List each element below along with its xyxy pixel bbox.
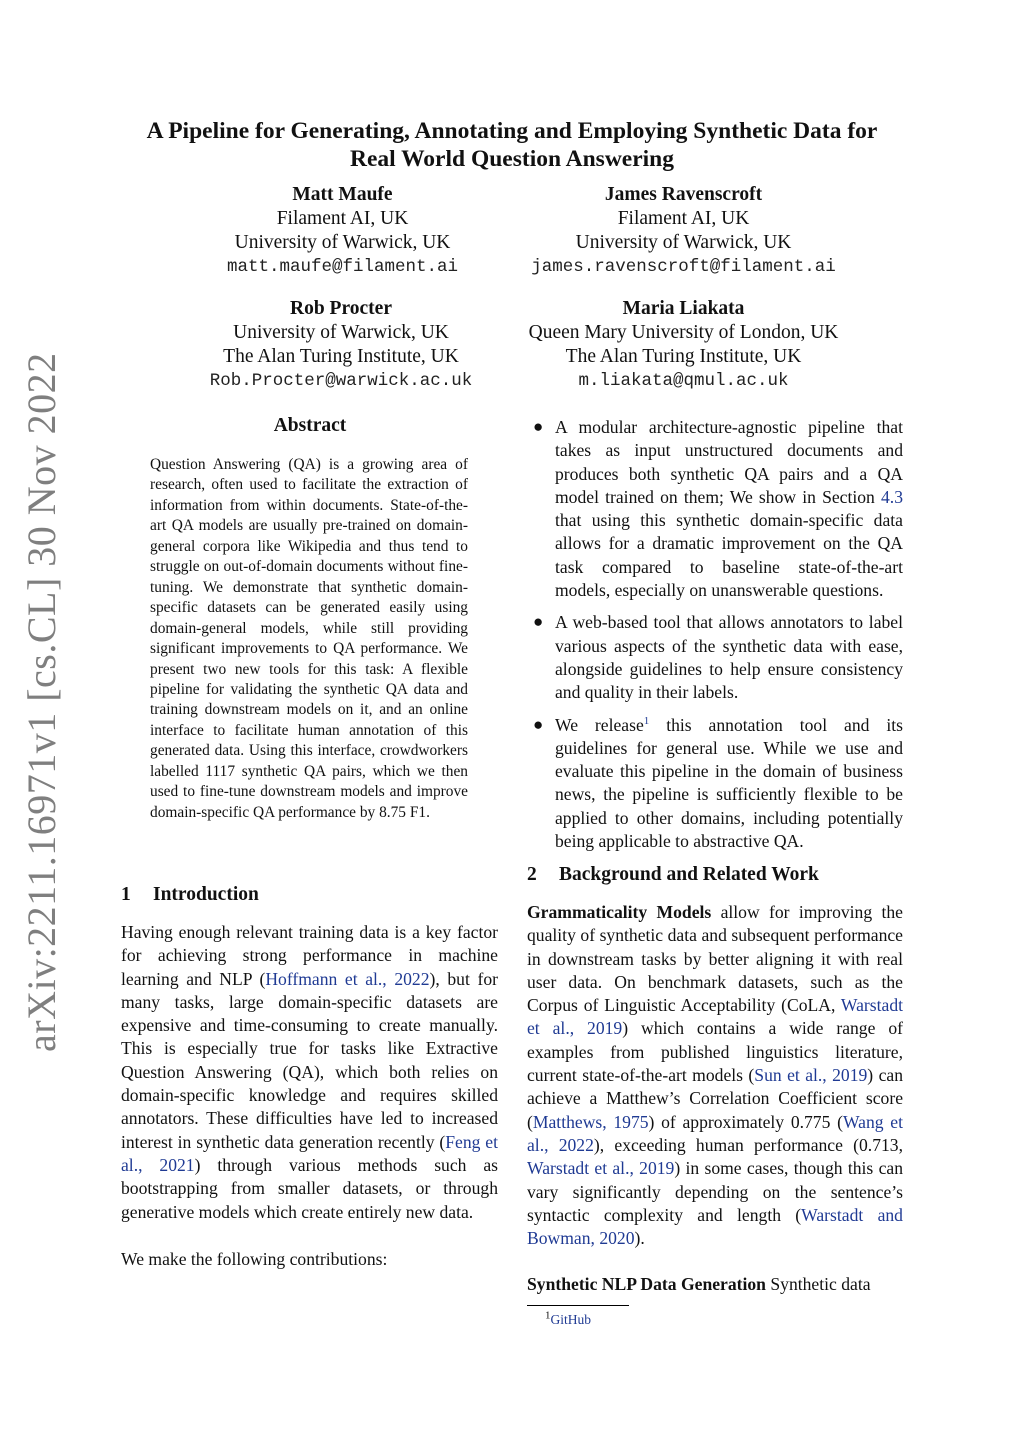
author-email: matt.maufe@filament.ai xyxy=(226,257,459,277)
paragraph-lead: Synthetic NLP Data Generation xyxy=(527,1274,766,1294)
author-name: James Ravenscroft xyxy=(604,184,763,205)
author-name: Maria Liakata xyxy=(622,298,745,319)
arxiv-identifier-stamp: arXiv:2211.16971v1 [cs.CL] 30 Nov 2022 xyxy=(19,352,64,1052)
contributions-list xyxy=(527,416,903,862)
section-number: 2 xyxy=(527,864,537,885)
background-paragraph-1 xyxy=(527,901,903,1250)
text-run: ). xyxy=(634,1228,645,1249)
text-run: A modular architecture-agnostic pipeline that takes as input unstructured documents and produces both synthetic QA pairs and a QA model trained on them; We show in Section xyxy=(555,417,903,507)
citation-link[interactable]: Wang et al., 2022 xyxy=(527,1111,903,1155)
text-run: ) through various methods such as bootstrapping from smaller datasets, or through generative models which create entirely new data. xyxy=(121,1154,498,1222)
author-affiliation: The Alan Turing Institute, UK xyxy=(565,346,802,367)
author-affiliation: Filament AI, UK xyxy=(617,208,750,229)
author-block-ravenscroft xyxy=(500,183,867,279)
author-block-maufe xyxy=(190,183,495,279)
section-number: 1 xyxy=(121,884,131,905)
author-affiliation: Queen Mary University of London, UK xyxy=(528,322,839,343)
author-affiliation: Filament AI, UK xyxy=(276,208,409,229)
author-affiliation: University of Warwick, UK xyxy=(234,232,451,253)
text-run: We release xyxy=(555,714,644,735)
text-run: Having enough relevant training data is a key factor for achieving strong performance in machine learning and NLP ( xyxy=(121,922,498,989)
author-affiliation: University of Warwick, UK xyxy=(575,232,792,253)
footnote-number: 1 xyxy=(545,1309,551,1322)
section-reference-link[interactable]: 4.3 xyxy=(881,486,903,507)
author-email: Rob.Procter@warwick.ac.uk xyxy=(209,371,473,391)
text-run: that using this synthetic domain-specific data allows for a dramatic improvement on the QA task compared to baseline state-of-the-art models, especially on unanswerable questions. xyxy=(555,510,903,601)
footnote-marker[interactable]: 1 xyxy=(643,714,650,727)
intro-paragraph-1 xyxy=(121,921,498,1224)
author-block-liakata xyxy=(510,297,857,393)
bullet-icon: ● xyxy=(533,612,544,632)
footnote xyxy=(545,1309,591,1328)
title-line-1: A Pipeline for Generating, Annotating and Employing Synthetic Data for xyxy=(146,118,878,144)
text-run: ), exceeding human performance (0.713, xyxy=(593,1134,903,1155)
list-item xyxy=(527,416,903,602)
title-line-2: Real World Question Answering xyxy=(349,146,675,172)
text-run: this annotation tool and its guidelines for general use. While we use and evaluate this pipeline in the domain of business news, the pipeline is sufficiently flexible to be applied to other domains, including potentially being applicable to abstractive QA. xyxy=(555,714,903,852)
paragraph-lead: Grammaticality Models xyxy=(527,902,712,922)
section-heading-background xyxy=(527,864,819,886)
author-email: james.ravenscroft@filament.ai xyxy=(531,257,836,277)
citation-link[interactable]: Warstadt and Bowman, 2020 xyxy=(527,1204,903,1249)
author-affiliation: The Alan Turing Institute, UK xyxy=(223,346,459,367)
citation-link[interactable]: Warstadt et al., 2019 xyxy=(527,1158,675,1179)
author-block-procter xyxy=(180,297,502,393)
intro-paragraph-2: We make the following contributions: xyxy=(121,1249,388,1269)
bullet-icon: ● xyxy=(533,714,544,734)
footnote-divider xyxy=(527,1305,629,1306)
list-item xyxy=(527,714,903,854)
bullet-icon: ● xyxy=(533,417,544,436)
author-email: m.liakata@qmul.ac.uk xyxy=(578,371,789,391)
background-paragraph-2 xyxy=(527,1273,903,1296)
section-title: Background and Related Work xyxy=(559,864,819,885)
text-run: ) of approximately 0.775 ( xyxy=(648,1111,843,1132)
section-heading-introduction xyxy=(121,884,259,906)
text-run: Synthetic data xyxy=(765,1274,871,1294)
abstract-text: Question Answering (QA) is a growing area of research, often used to facilitate the extraction of information from within documents. State-of-the-art QA models are usually pre-trained on domain-general corpora like Wikipedia and thus tend to struggle on out-of-domain documents without fine-tuning. We demonstrate that synthetic domain-specific datasets can be generated easily using domain-general models, while still providing significant improvements to QA performance. We present two new tools for this task: A flexible pipeline for validating the synthetic QA data and training downstream models on it, and an online interface to facilitate human annotation of this generated data. Using this interface, crowdworkers labelled 1117 synthetic QA pairs, which we then used to fine-tune downstream models and improve domain-specific QA performance by 8.75 F1. xyxy=(150,456,468,821)
citation-link[interactable]: Matthews, 1975 xyxy=(532,1111,649,1132)
text-run: ), but for many tasks, large domain-specific datasets are expensive and time-consuming to create manually. This is especially true for tasks like Extractive Question Answering (QA), which both relies on domain-specific knowledge and requires skilled annotators. These difficulties have led to increased interest in synthetic data generation recently ( xyxy=(121,968,498,1152)
author-affiliation: University of Warwick, UK xyxy=(233,322,449,343)
text-run: ) in some cases, though this can vary significantly depending on the sentence’s syntactic complexity and length ( xyxy=(527,1158,903,1225)
github-link[interactable]: GitHub xyxy=(550,1312,591,1327)
section-title: Introduction xyxy=(153,884,259,905)
paper-title xyxy=(100,117,924,173)
text-run: ) can achieve a Matthew’s Correlation Coefficient score ( xyxy=(527,1065,903,1132)
citation-link[interactable]: Warstadt et al., 2019 xyxy=(527,995,903,1039)
citation-link[interactable]: Sun et al., 2019 xyxy=(754,1065,868,1086)
text-run: allow for improving the quality of synthetic data and subsequent performance in downstream tasks by better aligning it with real user data. On benchmark datasets, such as the Corpus of Linguistic Acceptability (CoLA, xyxy=(527,902,903,1016)
text-run: ) which contains a wide range of examples from published linguistics literature, current state-of-the-art models ( xyxy=(527,1018,903,1086)
citation-link[interactable]: Feng et al., 2021 xyxy=(121,1131,498,1175)
list-item xyxy=(527,611,903,704)
citation-link[interactable]: Hoffmann et al., 2022 xyxy=(265,968,430,989)
author-name: Matt Maufe xyxy=(292,184,393,205)
abstract-heading: Abstract xyxy=(273,415,347,436)
author-name: Rob Procter xyxy=(290,298,392,319)
text-run: A web-based tool that allows annotators to label various aspects of the synthetic data with ease, alongside guidelines to help ensure consistency and quality in their labels. xyxy=(555,612,903,703)
